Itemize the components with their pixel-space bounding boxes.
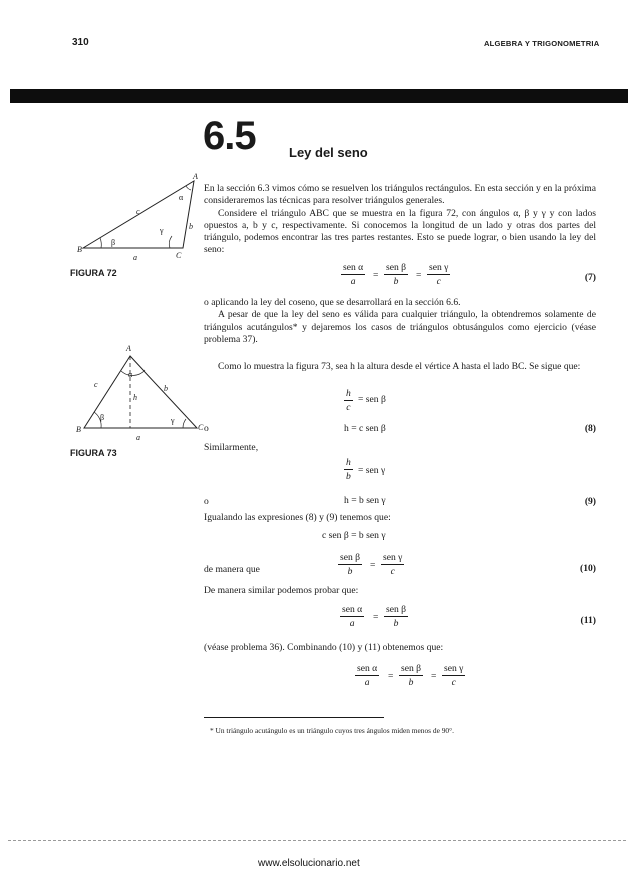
page-number: 310 [72, 37, 89, 48]
fig73-vertex-c: C [198, 423, 204, 432]
final-term2 [399, 663, 423, 688]
fig72-angle-alpha: α [179, 193, 184, 202]
eqB-den: b [346, 471, 351, 482]
final-term2-den: b [408, 677, 414, 688]
final-term1-num: sen α [357, 663, 378, 674]
similarly-label: Similarmente, [204, 442, 259, 453]
final-equals-1: = [388, 671, 394, 682]
eq7-term2 [384, 262, 408, 287]
eq11-term1 [340, 604, 364, 629]
eq10-term2-num: sen γ [383, 552, 403, 563]
paragraph-5: Como lo muestra la figura 73, sea h la altura desde el vértice A hasta el lado BC. Se sigue que: [218, 361, 581, 372]
final-term1 [355, 663, 379, 688]
eq7-term1-den: a [350, 276, 356, 287]
eq10-equals: = [370, 560, 376, 571]
eq7-tag: (7) [584, 272, 596, 283]
final-term3-den: c [451, 677, 456, 688]
so-that-label: de manera que [204, 564, 260, 575]
eq8-tag: (8) [584, 423, 596, 434]
eq7-equals-1: = [373, 270, 379, 281]
eq11-equals: = [373, 612, 379, 623]
final-equals-2: = [431, 671, 437, 682]
combining-text: (véase problema 36). Combinando (10) y (11) obtenemos que: [204, 642, 444, 653]
fig73-side-a: a [136, 433, 140, 442]
scan-edge-line [8, 840, 626, 841]
fig72-vertex-c: C [176, 251, 182, 260]
eq11-term1-den: a [349, 618, 355, 629]
eq11-term1-num: sen α [342, 604, 363, 615]
fig73-vertex-b: B [76, 425, 81, 434]
fig72-vertex-a: A [193, 172, 198, 181]
figure-72-caption: FIGURA 72 [70, 268, 117, 278]
header-rule [10, 89, 628, 103]
fig73-side-c: c [94, 380, 98, 389]
figure-73-caption: FIGURA 73 [70, 448, 117, 458]
eqB-rhs: = sen γ [358, 465, 386, 476]
or-label-1: o [204, 423, 209, 434]
eq10-term2 [381, 552, 404, 577]
final-term3-num: sen γ [444, 663, 464, 674]
eqB-fraction [344, 457, 353, 482]
eq10-term1-num: sen β [340, 552, 361, 563]
altitude-paragraph [204, 361, 596, 373]
eqA-den: c [346, 402, 351, 413]
eq7-term3-den: c [436, 276, 441, 287]
eq7-equals-2: = [416, 270, 422, 281]
fig73-side-b: b [164, 384, 168, 393]
section-title: Ley del seno [289, 145, 368, 160]
paragraph-1: En la sección 6.3 vimos cómo se resuelven los triángulos rectángulos. En esta sección y en la próxima consideraremos las técnicas para resolver triángulos generales. [204, 183, 596, 207]
final-term2-num: sen β [401, 663, 422, 674]
fig72-vertex-b: B [77, 245, 82, 254]
similar-proof-text: De manera similar podemos probar que: [204, 585, 359, 596]
fig72-angle-gamma: γ [160, 226, 164, 235]
eq7-term3-num: sen γ [429, 262, 449, 273]
paragraph-3: o aplicando la ley del coseno, que se desarrollará en la sección 6.6. [204, 297, 461, 308]
eqA-fraction [344, 388, 353, 413]
fig73-angle-gamma: γ [171, 416, 175, 425]
eq7-term2-den: b [393, 276, 399, 287]
eqA-rhs: = sen β [358, 394, 386, 405]
eqA-num: h [346, 388, 351, 399]
fig72-angle-beta: β [111, 238, 116, 247]
fig73-height-h: h [133, 393, 137, 402]
eq11-term2 [384, 604, 408, 629]
final-term1-den: a [364, 677, 370, 688]
eq11-tag: (11) [580, 615, 596, 626]
section-number: 6.5 [203, 114, 256, 158]
eq11-term2-den: b [393, 618, 399, 629]
eq7-term2-num: sen β [386, 262, 407, 273]
equating-text: Igualando las expresiones (8) y (9) tenemos que: [204, 512, 391, 523]
eq10-term1-den: b [347, 566, 353, 577]
law-paragraphs [204, 297, 596, 346]
fig73-angle-beta: β [100, 413, 105, 422]
footnote: * Un triángulo acutángulo es un triángulo cuyos tres ángulos miden menos de 90°. [210, 726, 454, 735]
footnote-rule [204, 717, 384, 718]
paragraph-2: Considere el triángulo ABC que se muestra en la figura 72, con ángulos α, β y γ y con lados opuestos a, b y c, respectivamente. Si conocemos la longitud de un lado y otras dos partes del triángulo, podemos encontrar las tres partes restantes. Esto se puede lograr, o bien usando la ley del seno: [204, 207, 596, 256]
fig73-vertex-a: A [126, 344, 131, 353]
eq10-term1 [338, 552, 362, 577]
eq7-term1-num: sen α [343, 262, 364, 273]
book-title: ALGEBRA Y TRIGONOMETRIA [484, 39, 600, 48]
eq10-term2-den: c [390, 566, 395, 577]
intro-paragraph [204, 183, 596, 257]
fig72-side-c: c [136, 207, 140, 216]
or-label-2: o [204, 496, 209, 507]
eq10-tag: (10) [580, 563, 596, 574]
fig73-angle-alpha: α [128, 370, 133, 379]
figure-72-triangle [70, 170, 200, 260]
eq9-body: h = b sen γ [344, 495, 386, 506]
eqB-num: h [346, 457, 351, 468]
fig72-side-a: a [133, 253, 137, 262]
eqC-body: c sen β = b sen γ [322, 530, 386, 541]
fig72-side-b: b [189, 222, 193, 231]
eq9-tag: (9) [584, 496, 596, 507]
watermark-link[interactable]: www.elsolucionario.net [258, 858, 360, 869]
paragraph-4: A pesar de que la ley del seno es válida para cualquier triángulo, la obtendremos solamente de triángulos acutángulos* y dejaremos los casos de triángulos obtusángulos como ejercicio (véase problema 37). [204, 309, 596, 345]
eq11-term2-num: sen β [386, 604, 407, 615]
final-term3 [442, 663, 465, 688]
eq7-term1 [341, 262, 365, 287]
eq8-body: h = c sen β [344, 423, 386, 434]
eq7-term3 [427, 262, 450, 287]
figure-73-triangle [74, 346, 204, 436]
